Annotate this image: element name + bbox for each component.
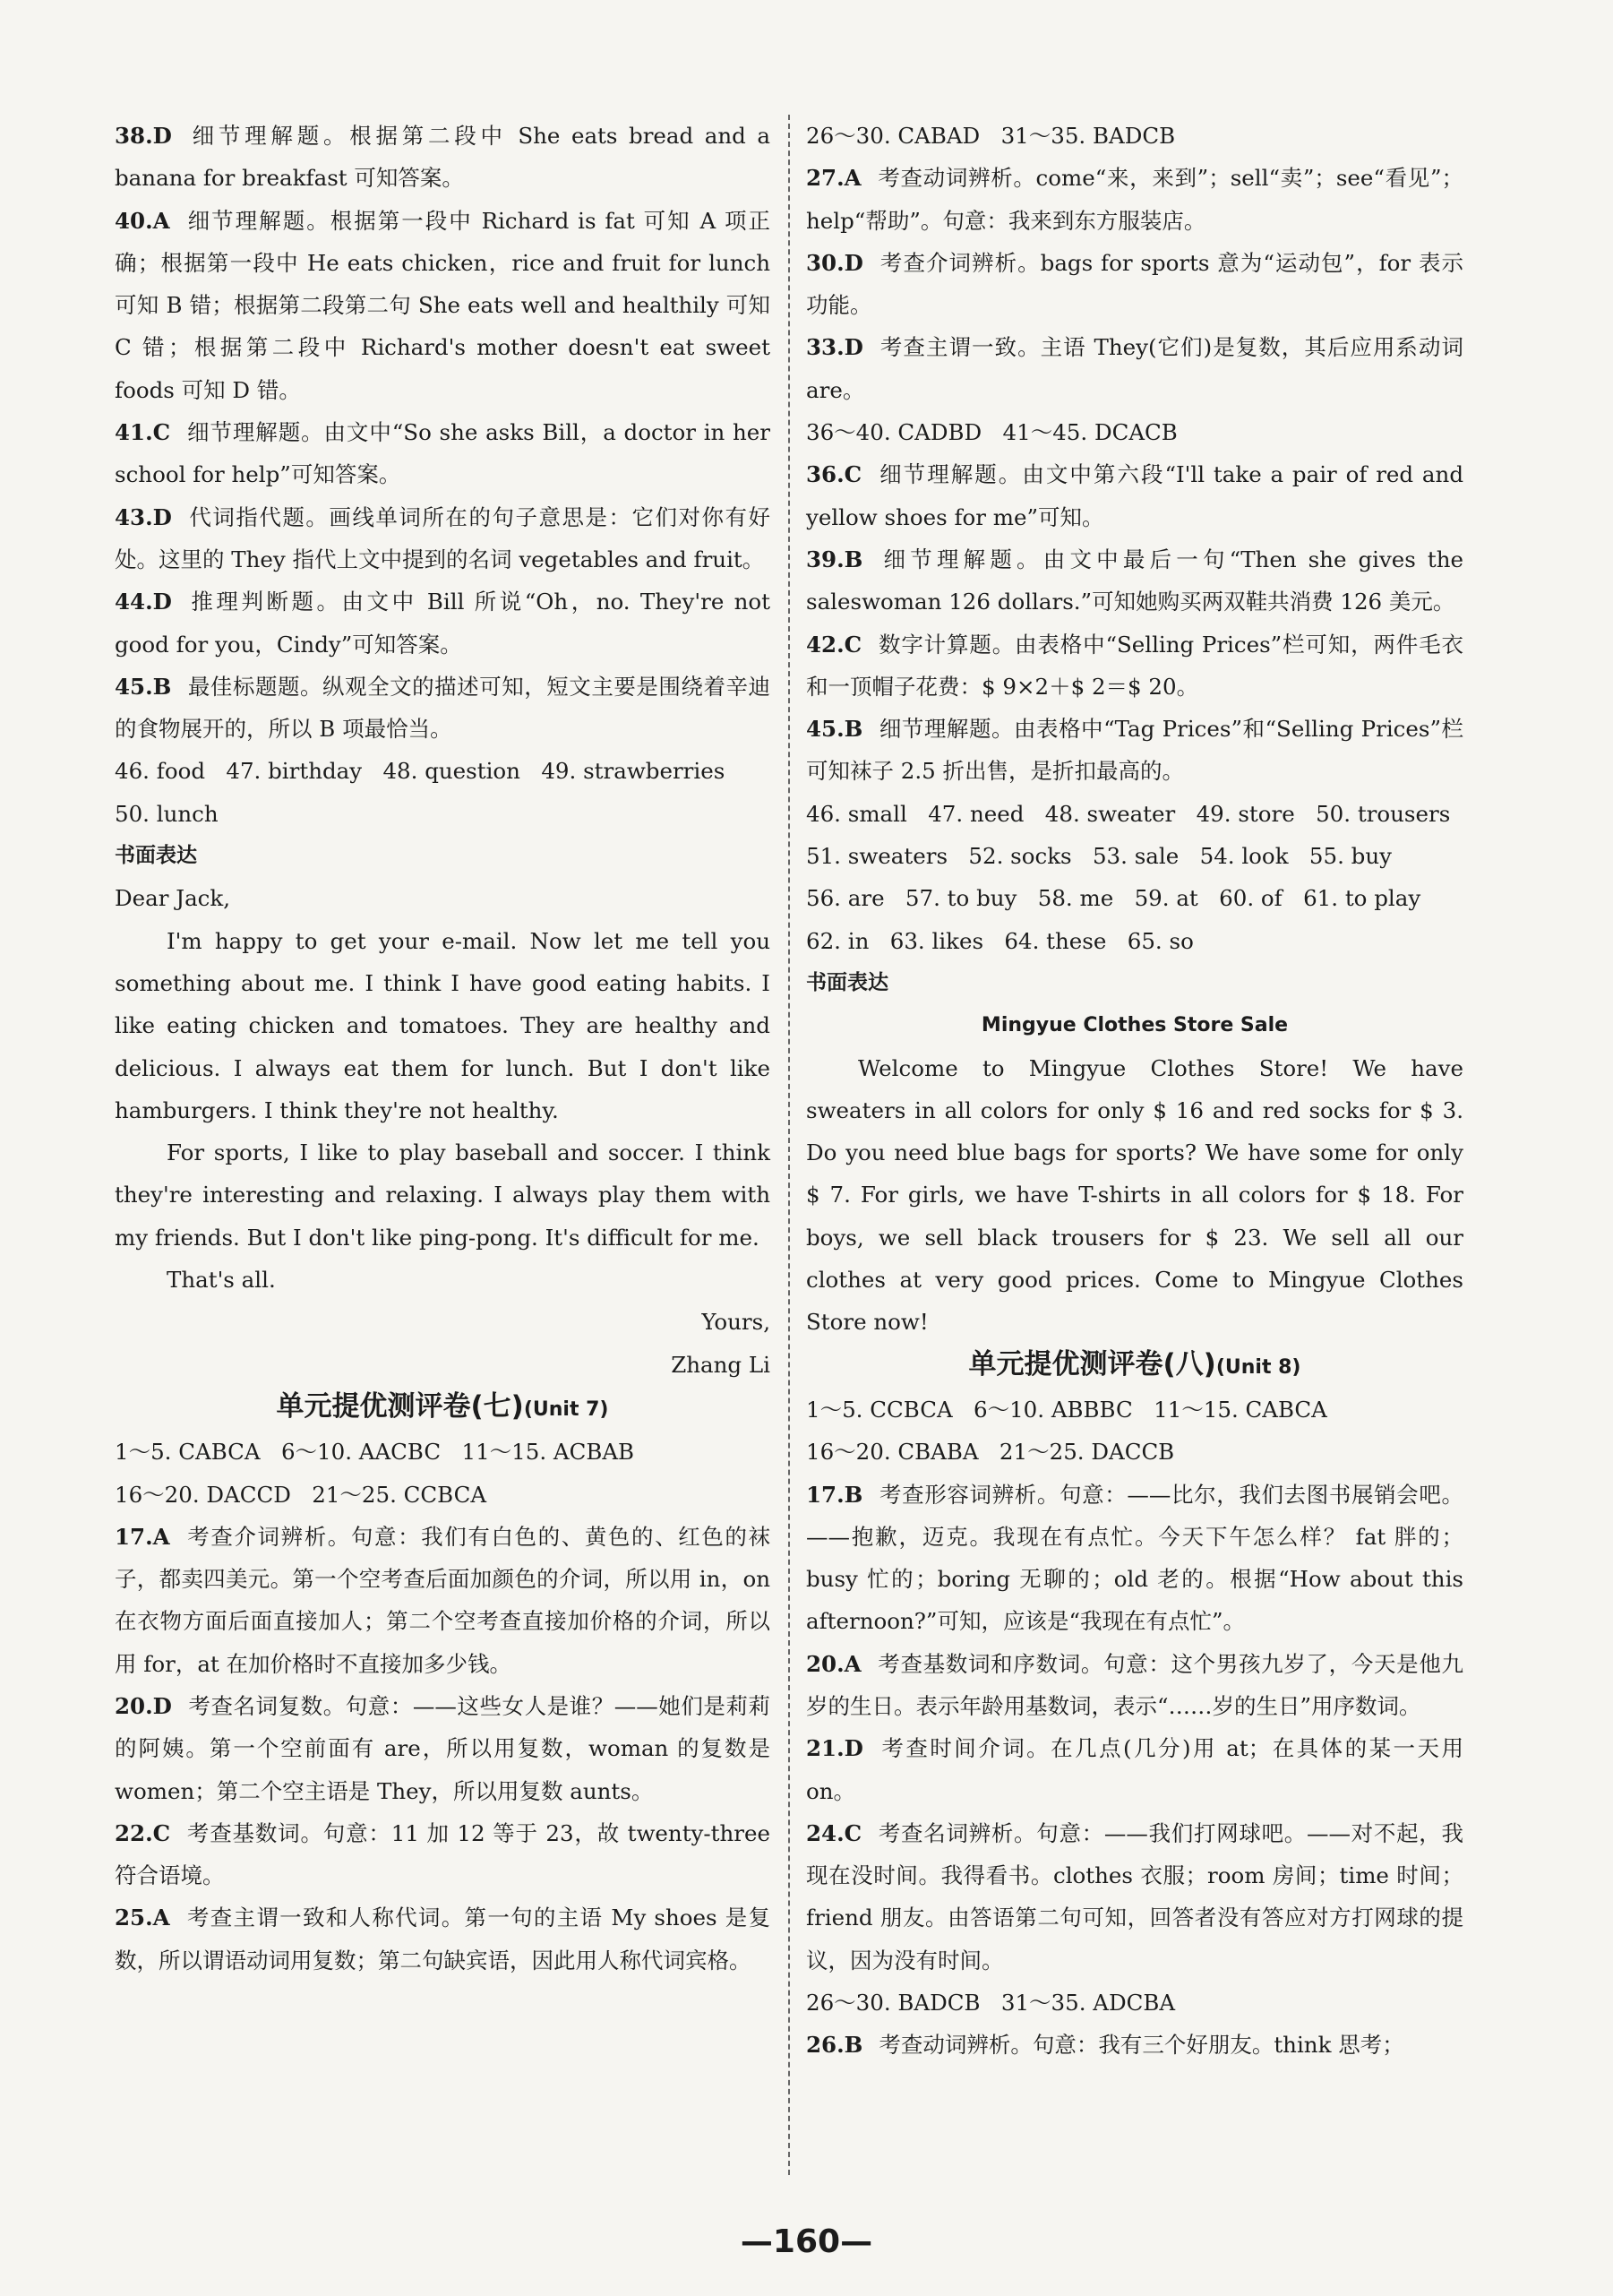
column-divider	[788, 115, 790, 2175]
answer-item: 41.C 细节理解题。由文中“So she asks Bill，a doctor in her school for help”可知答案。	[115, 419, 770, 488]
answer-item: 22.C 考查基数词。句意：11 加 12 等于 23，故 twenty-three 符合语境。	[115, 1819, 770, 1889]
answer-item: 24.C 考查名词辨析。句意：——我们打网球吧。——对不起，我现在没时间。我得看书。clothes 衣服；room 房间；time 时间；friend 朋友。由答语第二句可知，回答者没有答应对方打网球的提议，因为没有时间。	[806, 1819, 1463, 1974]
answer-item: 44.D 推理判断题。由文中 Bill 所说“Oh，no. They're not good for you，Cindy”可知答案。	[115, 589, 770, 658]
answer-item: 33.D 考查主谓一致。主语 They(它们)是复数，其后应用系动词 are。	[806, 334, 1463, 403]
answer-item: 45.B 细节理解题。由表格中“Tag Prices”和“Selling Prices”栏可知袜子 2.5 折出售，是折扣最高的。	[806, 716, 1463, 785]
letter-paragraph: For sports, I like to play baseball and soccer. I think they're interesting and relaxing. I always play them with my friends. But I don't like ping-pong. It's difficult for me.	[115, 1139, 770, 1251]
letter-greeting: Dear Jack,	[115, 885, 231, 912]
answer-item: 40.A 细节理解题。根据第一段中 Richard is fat 可知 A 项正确；根据第一段中 He eats chicken，rice and fruit for lunch 可知 B 错；根据第二段第二句 She eats well and healthily 可知 C 错；根据第二段中 Richard's mother doesn't eat sweet foods 可知 D 错。	[115, 207, 770, 403]
answer-row: 1～5. CCBCA 6～10. ABBBC 11～15. CABCA	[806, 1396, 1327, 1423]
answer-row: 46. food 47. birthday 48. question 49. strawberries	[115, 758, 725, 785]
answer-row: 51. sweaters 52. socks 53. sale 54. look 55. buy	[806, 843, 1392, 870]
left-column	[115, 115, 770, 1982]
answer-row: 62. in 63. likes 64. these 65. so	[806, 927, 1194, 954]
writing-heading: 书面表达	[115, 844, 197, 868]
answer-row: 26～30. CABAD 31～35. BADCB	[806, 123, 1176, 149]
answer-item: 17.B 考查形容词辨析。句意：——比尔，我们去图书展销会吧。——抱歉，迈克。我现在有点忙。今天下午怎么样？ fat 胖的；busy 忙的；boring 无聊的；old 老的。根据“How about this afternoon?”可知，应该是“我现在有点忙”。	[806, 1481, 1463, 1635]
answer-row: 36～40. CADBD 41～45. DCACB	[806, 419, 1178, 446]
answer-row: 56. are 57. to buy 58. me 59. at 60. of 61. to play	[806, 885, 1421, 912]
answer-row: 26～30. BADCB 31～35. ADCBA	[806, 1990, 1176, 2017]
answer-row: 50. lunch	[115, 800, 219, 827]
section-title: 单元提优测评卷(七)(Unit 7)	[276, 1389, 609, 1423]
writing-heading: 书面表达	[806, 970, 888, 994]
answer-item: 25.A 考查主谓一致和人称代词。第一句的主语 My shoes 是复数，所以谓语动词用复数；第二句缺宾语，因此用人称代词宾格。	[115, 1905, 770, 1974]
answer-row: 1～5. CABCA 6～10. AACBC 11～15. ACBAB	[115, 1439, 635, 1466]
letter-paragraph: I'm happy to get your e-mail. Now let me tell you something about me. I think I have good eating habits. I like eating chicken and tomatoes. They are healthy and delicious. I always eat them for lunch. But I don't like hamburgers. I think they're not healthy.	[115, 927, 770, 1123]
answer-item: 27.A 考查动词辨析。come“来，来到”；sell“卖”；see“看见”；help“帮助”。句意：我来到东方服装店。	[806, 165, 1463, 234]
answer-item: 21.D 考查时间介词。在几点(几分)用 at；在具体的某一天用 on。	[806, 1735, 1463, 1804]
essay-title: Mingyue Clothes Store Sale	[981, 1014, 1289, 1037]
answer-item: 36.C 细节理解题。由文中第六段“I'll take a pair of red and yellow shoes for me”可知。	[806, 461, 1463, 530]
letter-closing: Yours,	[701, 1309, 770, 1336]
answer-row: 16～20. CBABA 21～25. DACCB	[806, 1439, 1175, 1466]
answer-item: 17.A 考查介词辨析。句意：我们有白色的、黄色的、红色的袜子，都卖四美元。第一个空考查后面加颜色的介词，所以用 in，on 在衣物方面后面直接加人；第二个空考查直接加价格的介词，所以用 for，at 在加价格时不直接加多少钱。	[115, 1523, 770, 1677]
answer-item: 30.D 考查介词辨析。bags for sports 意为“运动包”，for 表示功能。	[806, 249, 1463, 319]
answer-item: 42.C 数字计算题。由表格中“Selling Prices”栏可知，两件毛衣和一顶帽子花费：$ 9×2＋$ 2＝$ 20。	[806, 631, 1463, 700]
letter-signature: Zhang Li	[671, 1351, 770, 1378]
answer-item: 20.D 考查名词复数。句意：——这些女人是谁？——她们是莉莉的阿姨。第一个空前面有 are，所以用复数，woman 的复数是 women；第二个空主语是 They，所以用复数 aunts。	[115, 1692, 770, 1804]
answer-row: 46. small 47. need 48. sweater 49. store 50. trousers	[806, 800, 1451, 827]
answer-item: 20.A 考查基数词和序数词。句意：这个男孩九岁了，今天是他九岁的生日。表示年龄用基数词，表示“……岁的生日”用序数词。	[806, 1650, 1463, 1719]
letter-paragraph: That's all.	[167, 1267, 276, 1294]
essay-paragraph: Welcome to Mingyue Clothes Store! We have sweaters in all colors for only $ 16 and red socks for $ 3. Do you need blue bags for sports? We have some for only $ 7. For girls, we have T-shirts in all colors for $ 18. For boys, we sell black trousers for $ 23. We sell all our clothes at very good prices. Come to Mingyue Clothes Store now!	[806, 1054, 1463, 1336]
answer-row: 16～20. DACCD 21～25. CCBCA	[115, 1481, 487, 1508]
answer-item: 45.B 最佳标题题。纵观全文的描述可知，短文主要是围绕着辛迪的食物展开的，所以 B 项最恰当。	[115, 673, 770, 743]
right-column	[806, 115, 1463, 2067]
page-number: —160—	[740, 2223, 873, 2260]
answer-item: 38.D 细节理解题。根据第二段中 She eats bread and a banana for breakfast 可知答案。	[115, 123, 770, 192]
answer-item: 26.B 考查动词辨析。句意：我有三个好朋友。think 思考；	[806, 2032, 1404, 2059]
answer-item: 43.D 代词指代题。画线单词所在的句子意思是：它们对你有好处。这里的 They 指代上文中提到的名词 vegetables and fruit。	[115, 503, 770, 572]
section-title: 单元提优测评卷(八)(Unit 8)	[968, 1347, 1301, 1380]
answer-item: 39.B 细节理解题。由文中最后一句“Then she gives the saleswoman 126 dollars.”可知她购买两双鞋共消费 126 美元。	[806, 546, 1463, 615]
